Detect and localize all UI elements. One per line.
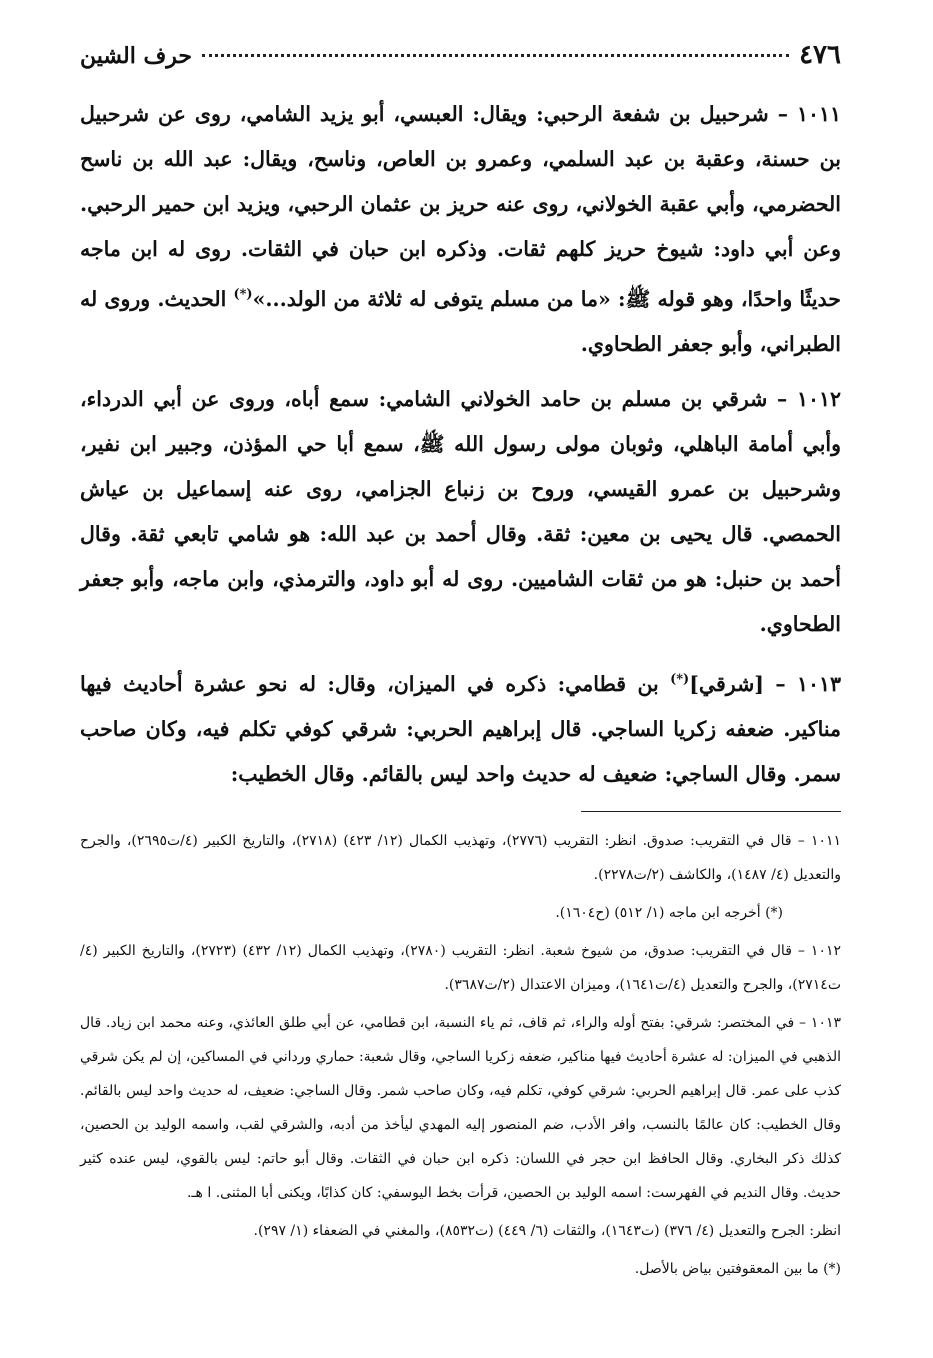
main-text	[80, 92, 841, 797]
footnote-separator	[581, 811, 841, 812]
footnote-marker: (*)	[233, 287, 253, 302]
entry-text: شرقي بن مسلم بن حامد الخولاني الشامي: سمع أباه، وروى عن أبي الدرداء، وأبي أمامة الباهلي، وثوبان مولى رسول الله ﷺ، سمع أبا حي المؤذن، وجبير ابن نفير، وشرحبيل بن عمرو القيسي، وروح بن زنباع الجزامي، روى عنه إسماعيل بن عياش الحمصي. قال يحيى بن معين: ثقة. وقال أحمد بن عبد الله: هو شامي تابعي ثقة. وقال أحمد بن حنبل: هو من ثقات الشاميين. روى له أبو داود، والترمذي، وابن ماجه، وأبو جعفر الطحاوي.	[80, 386, 841, 636]
footnote-1012: ١٠١٢ – قال في التقريب: صدوق، من شيوخ شعبة. انظر: التقريب (٢٧٨٠)، وتهذيب الكمال (١٢/ ٤٣٢) (٢٧٢٣)، والتاريخ الكبير (٤/ت٢٧١٤)، والجرح والتعديل (٤/ت١٦٤١)، وميزان الاعتدال (٢/ت٣٦٨٧).	[80, 942, 841, 993]
footnote-1011-star: (*) أخرجه ابن ماجه (١/ ٥١٢) (ح١٦٠٤).	[555, 904, 783, 921]
entry-number: ١٠١٢	[796, 386, 841, 411]
entry-1011: ١٠١١ – شرحبيل بن شفعة الرحبي: ويقال: العبسي، أبو يزيد الشامي، روى عن شرحبيل بن حسنة، وعقبة بن عبد السلمي، وعمرو بن العاص، وناسح، ويقال: عبد الله بن ناسح الحضرمي، وأبي عقبة الخولاني، روى عنه حريز بن عثمان الرحبي، ويزيد ابن حمير الرحبي. وعن أبي داود: شيوخ حريز كلهم ثقات. وذكره ابن حبان في الثقات. روى له ابن ماجه حديثًا واحدًا، وهو قوله ﷺ: «ما من مسلم يتوفى له ثلاثة من الولد...»(*) الحديث. وروى له الطبراني، وأبو جعفر الطحاوي.	[80, 102, 841, 356]
footnote-1013-refs: انظر: الجرح والتعديل (٤/ ٣٧٦) (ت١٦٤٣)، والثقات (٦/ ٤٤٩) (ت٨٥٣٢)، والمغني في الضعفاء (١/ ٢٩٧).	[253, 1222, 841, 1239]
entry-text: شرحبيل بن شفعة الرحبي: ويقال: العبسي، أبو يزيد الشامي، روى عن شرحبيل بن حسنة، وعقبة بن عبد السلمي، وعمرو بن العاص، وناسح، ويقال: عبد الله بن ناسح الحضرمي، وأبي عقبة الخولاني، روى عنه حريز بن عثمان الرحبي، ويزيد ابن حمير الرحبي. وعن أبي داود: شيوخ حريز كلهم ثقات. وذكره ابن حبان في الثقات. روى له ابن ماجه حديثًا واحدًا، وهو قوله ﷺ: «ما من مسلم يتوفى له ثلاثة من الولد...»	[80, 102, 841, 311]
page-header	[80, 40, 841, 80]
entry-1013: ١٠١٣ – [شرقي](*) بن قطامي: ذكره في الميزان، وقال: له نحو عشرة أحاديث فيها مناكير. ضعفه زكريا الساجي. قال إبراهيم الحربي: شرقي كوفي تكلم فيه، وكان صاحب سمر. وقال الساجي: ضعيف له حديث واحد ليس بالقائم. وقال الخطيب:	[80, 671, 841, 786]
entry-text-tail: الحديث. وروى له الطبراني، وأبو جعفر الطحاوي.	[80, 286, 841, 356]
entry-1012: ١٠١٢ – شرقي بن مسلم بن حامد الخولاني الشامي: سمع أباه، وروى عن أبي الدرداء، وأبي أمامة الباهلي، وثوبان مولى رسول الله ﷺ، سمع أبا حي المؤذن، وجبير ابن نفير، وشرحبيل بن عمرو القيسي، وروح بن زنباع الجزامي، روى عنه إسماعيل بن عياش الحمصي. قال يحيى بن معين: ثقة. وقال أحمد بن عبد الله: هو شامي تابعي ثقة. وقال أحمد بن حنبل: هو من ثقات الشاميين. روى له أبو داود، والترمذي، وابن ماجه، وأبو جعفر الطحاوي.	[80, 386, 841, 636]
entry-number: ١٠١٣	[796, 671, 841, 696]
footnotes	[80, 824, 841, 1286]
chapter-title: حرف الشين	[80, 43, 193, 69]
footnote-marker: (*)	[670, 671, 690, 687]
entry-number: ١٠١١	[796, 102, 841, 126]
entry-lead: [شرقي]	[689, 671, 764, 696]
footnote-1013: ١٠١٣ – في المختصر: شرقي: بفتح أوله والراء، ثم قاف، ثم ياء النسبة، ابن قطامي، عن أبي طلق العائذي، وعنه محمد ابن زياد. قال الذهبي في الميزان: له عشرة أحاديث فيها مناكير، ضعفه زكريا الساجي، وقال شعبة: حماري ورداني في المساكين، إن لم يكن شرقي كذب على عمر. قال إبراهيم الحربي: شرقي كوفي، تكلم فيه، وكان صاحب شمر. وقال الساجي: ضعيف، له حديث واحد ليس بالقائم. وقال الخطيب: كان عالمًا بالنسب، وافر الأدب، ضم المنصور إليه المهدي ليأخذ من أدبه، والشرقي لقب، واسمه الوليد بن الحصين، كذلك ذكر البخاري. وقال الحافظ ابن حجر في اللسان: ذكره ابن حبان في الثقات. وقال أبو حاتم: ليس بالقوي، ليس عنده كثير حديث. وقال النديم في الفهرست: اسمه الوليد بن الحصين، قرأت بخط اليوسفي: كان كذابًا، ويكنى أبا المثنى. ا هـ.	[80, 1014, 841, 1201]
page-number: ٤٧٦	[799, 40, 841, 70]
footnote-1011: ١٠١١ – قال في التقريب: صدوق. انظر: التقريب (٢٧٧٦)، وتهذيب الكمال (١٢/ ٤٢٣) (٢٧١٨)، والتاريخ الكبير (٤/ت٢٦٩٥)، والجرح والتعديل (٤/ ١٤٨٧)، والكاشف (٢/ت٢٢٧٨).	[80, 832, 842, 883]
header-dotted-leader	[202, 54, 789, 57]
footnote-1013-star: (*) ما بين المعقوفتين بياض بالأصل.	[634, 1260, 841, 1277]
entry-text: بن قطامي: ذكره في الميزان، وقال: له نحو عشرة أحاديث فيها مناكير. ضعفه زكريا الساجي. قال إبراهيم الحربي: شرقي كوفي تكلم فيه، وكان صاحب سمر. وقال الساجي: ضعيف له حديث واحد ليس بالقائم. وقال الخطيب:	[80, 671, 841, 786]
